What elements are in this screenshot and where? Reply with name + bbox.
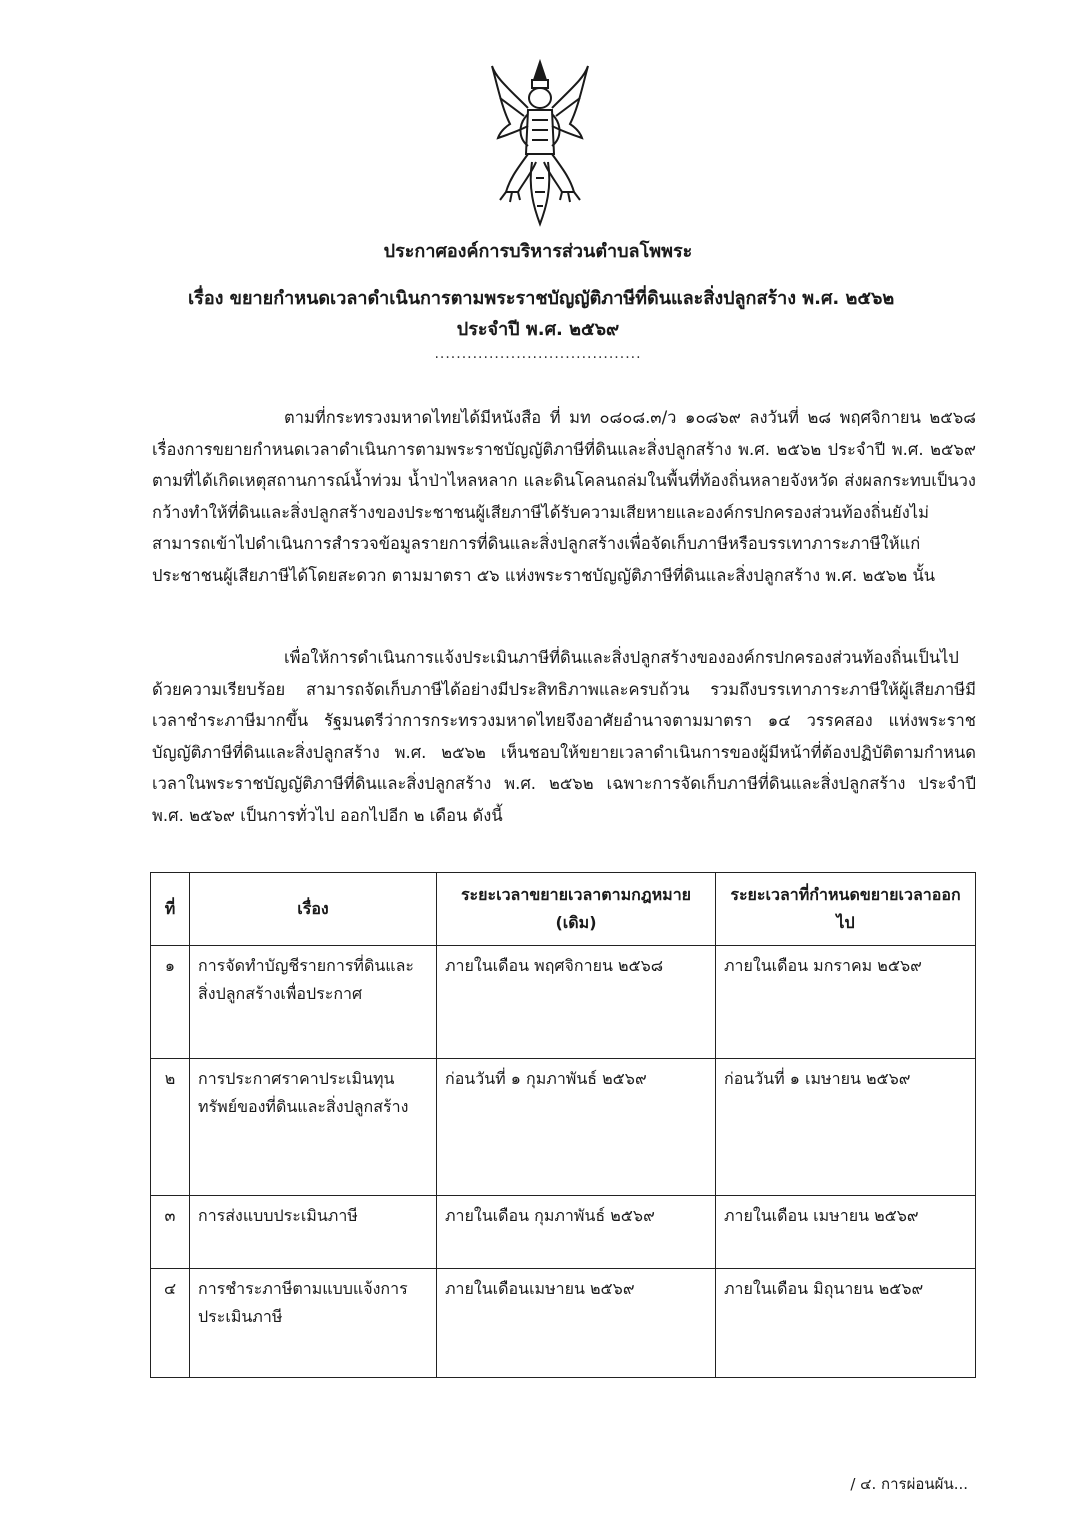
row-no: ๓ (151, 1196, 190, 1269)
paragraph-1-text: ตามที่กระทรวงมหาดไทยได้มีหนังสือ ที่ มท ๐๘๐๘.๓/ว ๑๐๘๖๙ ลงวันที่ ๒๘ พฤศจิกายน ๒๕๖๘ เรื่องการขยายกำหนดเวลาดำเนินการตามพระราชบัญญัติภาษีที่ดินและสิ่งปลูกสร้าง พ.ศ. ๒๕๖๒ ประจำปี พ.ศ. ๒๕๖๙ ตามที่ได้เกิดเหตุสถานการณ์น้ำท่วม น้ำป่าไหลหลาก และดินโคลนถล่มในพื้นที่ท้องถิ่นหลายจังหวัด ส่งผลกระทบเป็นวงกว้างทำให้ที่ดินและสิ่งปลูกสร้างของประชาชนผู้เสียภาษีได้รับความเสียหายและองค์กรปกครองส่วนท้องถิ่นยังไม่สามารถเข้าไปดำเนินการสำรวจข้อมูลรายการที่ดินและสิ่งปลูกสร้างเพื่อจัดเก็บภาษีหรือบรรเทาภาระภาษีให้แก่ประชาชนผู้เสียภาษีได้โดยสะดวก ตามมาตรา ๕๖ แห่งพระราชบัญญัติภาษีที่ดินและสิ่งปลูกสร้าง พ.ศ. ๒๕๖๒ นั้น (152, 408, 976, 585)
page-continuation: / ๔. การผ่อนผัน... (850, 1475, 968, 1493)
row-topic: การจัดทำบัญชีรายการที่ดินและสิ่งปลูกสร้างเพื่อประกาศ (190, 946, 437, 1059)
announcement-year: ประจำปี พ.ศ. ๒๕๖๙ (456, 319, 620, 340)
header-new-deadline: ระยะเวลาที่กำหนดขยายเวลาออกไป (716, 873, 976, 946)
row-new-deadline: ภายในเดือน มกราคม ๒๕๖๙ (716, 946, 976, 1059)
row-new-deadline: ภายในเดือน เมษายน ๒๕๖๙ (716, 1196, 976, 1269)
schedule-table (150, 872, 976, 1378)
row-topic: การประกาศราคาประเมินทุนทรัพย์ของที่ดินและสิ่งปลูกสร้าง (190, 1059, 437, 1196)
row-new-deadline: ภายในเดือน มิถุนายน ๒๕๖๙ (716, 1269, 976, 1378)
garuda-emblem-icon (488, 58, 592, 228)
header-topic: เรื่อง (190, 873, 437, 946)
table-row (151, 1059, 976, 1196)
row-no: ๔ (151, 1269, 190, 1378)
row-old-deadline: ภายในเดือนเมษายน ๒๕๖๙ (437, 1269, 716, 1378)
table-row (151, 1196, 976, 1269)
row-old-deadline: ก่อนวันที่ ๑ กุมภาพันธ์ ๒๕๖๙ (437, 1059, 716, 1196)
announcement-title: ประกาศองค์การบริหารส่วนตำบลโพพระ (383, 241, 693, 262)
body-paragraph-2 (152, 642, 976, 831)
paragraph-2-text: เพื่อให้การดำเนินการแจ้งประเมินภาษีที่ดินและสิ่งปลูกสร้างขององค์กรปกครองส่วนท้องถิ่นเป็นไปด้วยความเรียบร้อย สามารถจัดเก็บภาษีได้อย่างมีประสิทธิภาพและครบถ้วน รวมถึงบรรเทาภาระภาษีให้ผู้เสียภาษีมีเวลาชำระภาษีมากขึ้น รัฐมนตรีว่าการกระทรวงมหาดไทยจึงอาศัยอำนาจตามมาตรา ๑๔ วรรคสอง แห่งพระราชบัญญัติภาษีที่ดินและสิ่งปลูกสร้าง พ.ศ. ๒๕๖๒ เห็นชอบให้ขยายเวลาดำเนินการของผู้มีหน้าที่ต้องปฏิบัติตามกำหนดเวลาในพระราชบัญญัติภาษีที่ดินและสิ่งปลูกสร้าง พ.ศ. ๒๕๖๒ เฉพาะการจัดเก็บภาษีที่ดินและสิ่งปลูกสร้าง ประจำปี พ.ศ. ๒๕๖๙ เป็นการทั่วไป ออกไปอีก ๒ เดือน ดังนี้ (152, 648, 976, 825)
row-no: ๒ (151, 1059, 190, 1196)
row-new-deadline: ก่อนวันที่ ๑ เมษายน ๒๕๖๙ (716, 1059, 976, 1196)
table-header-row (151, 873, 976, 946)
row-old-deadline: ภายในเดือน พฤศจิกายน ๒๕๖๘ (437, 946, 716, 1059)
row-no: ๑ (151, 946, 190, 1059)
title-separator: ...................................... (434, 346, 642, 362)
row-old-deadline: ภายในเดือน กุมภาพันธ์ ๒๕๖๙ (437, 1196, 716, 1269)
header-no: ที่ (151, 873, 190, 946)
row-topic: การชำระภาษีตามแบบแจ้งการประเมินภาษี (190, 1269, 437, 1378)
row-topic: การส่งแบบประเมินภาษี (190, 1196, 437, 1269)
table-row (151, 1269, 976, 1378)
announcement-subject: เรื่อง ขยายกำหนดเวลาดำเนินการตามพระราชบัญญัติภาษีที่ดินและสิ่งปลูกสร้าง พ.ศ. ๒๕๖๒ (188, 288, 895, 309)
header-old-deadline: ระยะเวลาขยายเวลาตามกฎหมาย (เดิม) (437, 873, 716, 946)
body-paragraph-1 (152, 402, 976, 591)
table-row (151, 946, 976, 1059)
